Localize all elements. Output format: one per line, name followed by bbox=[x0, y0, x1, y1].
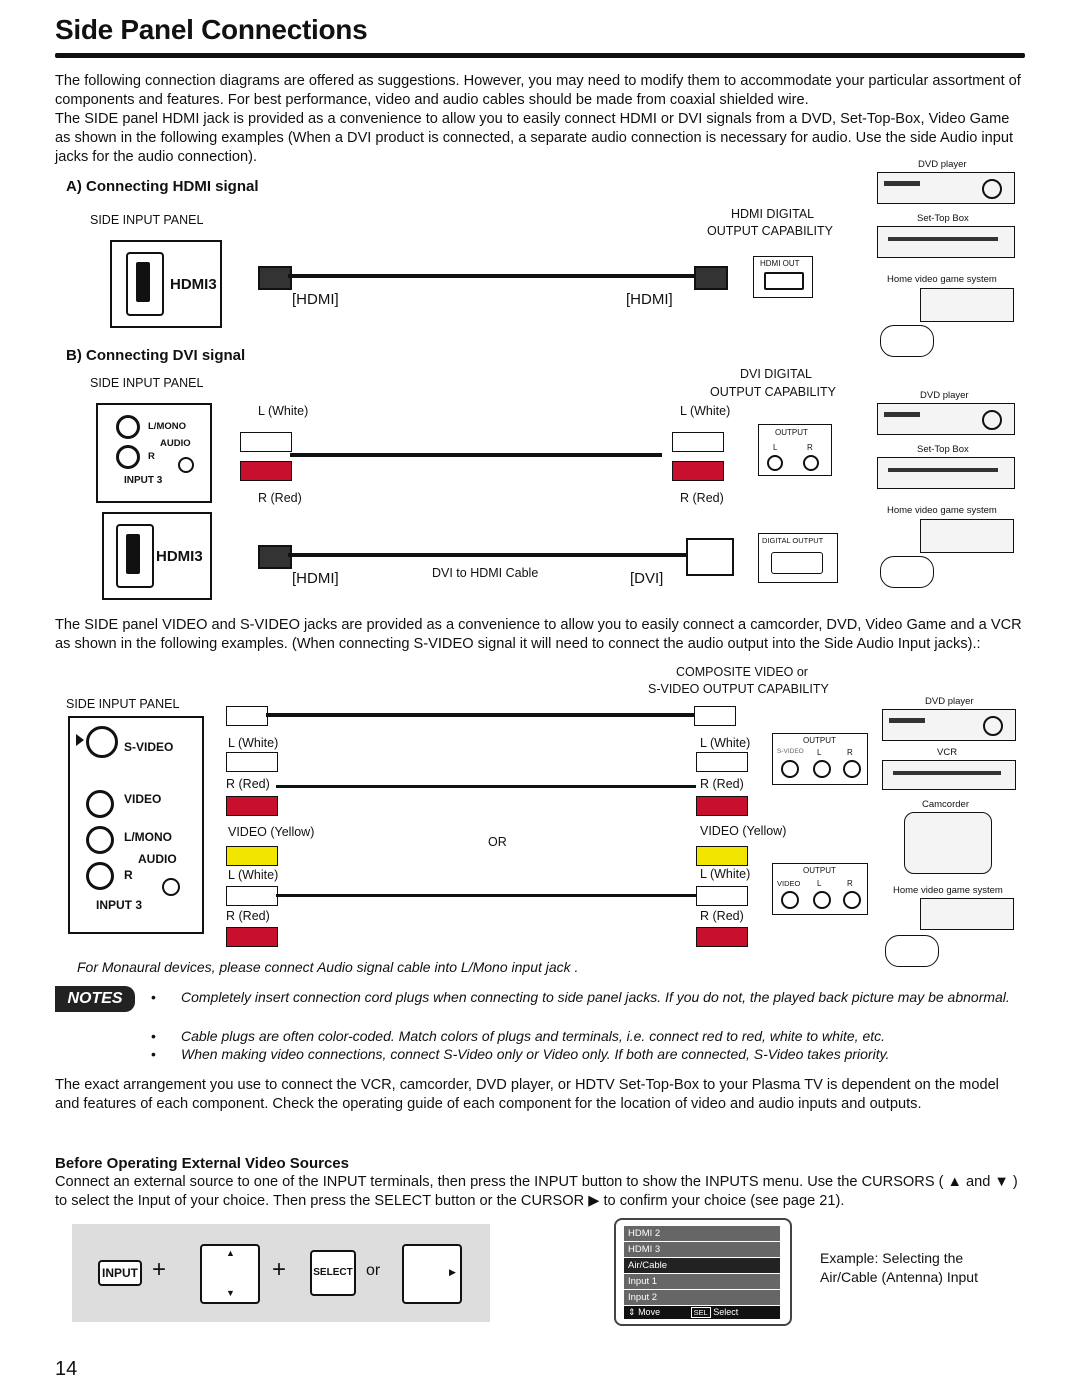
dvi-output-line1: DVI DIGITAL bbox=[740, 367, 813, 381]
gamepad-icon bbox=[880, 325, 934, 357]
menu-move-label: Move bbox=[638, 1307, 661, 1317]
before-operating-text: Connect an external source to one of the INPUT terminals, then press the INPUT button to show the INPUTS menu. Use the CURSORS ( ▲ and ▼ ) to select the Input of your choice. Then press the SELECT button or the CURSOR ▶ to confirm your choice (see page 21). bbox=[55, 1174, 1018, 1209]
dvd-player-device bbox=[877, 172, 1015, 204]
hdmi-right-label: [HDMI] bbox=[626, 291, 673, 308]
yellow-plug-right bbox=[696, 846, 748, 866]
dvi-plug bbox=[686, 538, 734, 576]
dvd-player-device-b bbox=[877, 403, 1015, 435]
menu-item-hdmi3[interactable]: HDMI 3 bbox=[624, 1242, 780, 1257]
section-a-heading: A) Connecting HDMI signal bbox=[66, 178, 259, 195]
note-item-1: Completely insert connection cord plugs when connecting to side panel jacks. If you do not, the played back picture may be abnormal. bbox=[181, 989, 1010, 1005]
menu-item-input2[interactable]: Input 2 bbox=[624, 1290, 780, 1305]
s-video-cable bbox=[266, 713, 694, 717]
c-l-white-right: L (White) bbox=[700, 736, 751, 750]
hdmi3-label: HDMI3 bbox=[170, 276, 217, 293]
c-red-plug-right bbox=[696, 796, 748, 816]
hdmi-output-line1: HDMI DIGITAL bbox=[731, 207, 815, 221]
r-red-right: R (Red) bbox=[680, 491, 724, 505]
plus-2: + bbox=[272, 1256, 287, 1283]
menu-item-input1[interactable]: Input 1 bbox=[624, 1274, 780, 1289]
sel-badge: SEL bbox=[691, 1307, 711, 1318]
bullet-3: • bbox=[151, 1046, 156, 1062]
vcr-label: VCR bbox=[937, 747, 958, 758]
input-key: INPUT bbox=[98, 1260, 142, 1286]
intro-paragraph-1: The following connection diagrams are offered as suggestions. However, you may need to modify them to accommodate your particular assortment of components and features. For best performance, video and audio cables should be made from coaxial shielded wire. bbox=[55, 73, 1021, 108]
composite-output-line1: COMPOSITE VIDEO or bbox=[676, 665, 808, 679]
dvd-player-device-c bbox=[882, 709, 1016, 741]
intro-paragraph-2: The SIDE panel HDMI jack is provided as a convenience to allow you to easily connect HDMI or DVI signals from a DVD, Set-Top-Box, Video Game as shown in the following examples (When a DVI product is connected, a separate audio connection is necessary for audio. Use the side Audio input jacks for the audio connection). bbox=[55, 111, 1014, 165]
l-white-left: L (White) bbox=[258, 404, 309, 418]
vcr-device bbox=[882, 760, 1016, 790]
video-side-panel: S-VIDEO VIDEO L/MONO AUDIO R INPUT 3 bbox=[68, 716, 204, 934]
remote-keys-panel bbox=[72, 1224, 490, 1322]
note-item-2: Cable plugs are often color-coded. Match colors of plugs and terminals, i.e. connect red to red, white to white, etc. bbox=[181, 1028, 886, 1044]
hdmi3-side-panel bbox=[110, 240, 222, 328]
camcorder-label: Camcorder bbox=[922, 799, 969, 810]
example-caption: Example: Selecting the Air/Cable (Antenna) Input bbox=[820, 1250, 978, 1285]
c-r-red-left: R (Red) bbox=[226, 777, 270, 791]
c-l-white-left: L (White) bbox=[228, 736, 279, 750]
c-white-plug-left bbox=[226, 752, 278, 772]
menu-item-air-cable[interactable]: Air/Cable bbox=[624, 1258, 780, 1273]
l-white-right: L (White) bbox=[680, 404, 731, 418]
gamepad-icon-c bbox=[885, 935, 939, 967]
dvd-player-label-b: DVD player bbox=[920, 390, 969, 401]
or-text: or bbox=[366, 1262, 381, 1279]
game-system-label-b: Home video game system bbox=[887, 505, 997, 516]
dvi-right-label: [DVI] bbox=[630, 570, 664, 587]
side-input-panel-label-b: SIDE INPUT PANEL bbox=[90, 376, 204, 390]
set-top-box-label-b: Set-Top Box bbox=[917, 444, 969, 455]
game-system-label-c: Home video game system bbox=[893, 885, 1003, 896]
c2-r-red-right: R (Red) bbox=[700, 909, 744, 923]
audio-side-panel: L/MONO AUDIO R INPUT 3 bbox=[96, 403, 212, 503]
dvi-hdmi-cable bbox=[288, 553, 686, 557]
dvi-cable-label: DVI to HDMI Cable bbox=[432, 566, 539, 580]
or-label: OR bbox=[488, 835, 507, 849]
side-input-panel-label-c: SIDE INPUT PANEL bbox=[66, 697, 180, 711]
game-console-device-c bbox=[920, 898, 1014, 930]
s-video-plug-right bbox=[694, 706, 736, 726]
section-b-heading: B) Connecting DVI signal bbox=[66, 347, 246, 364]
c2-white-plug-right bbox=[696, 886, 748, 906]
dvd-player-label: DVD player bbox=[918, 159, 967, 170]
white-plug-left bbox=[240, 432, 292, 452]
page-title: Side Panel Connections bbox=[55, 14, 368, 45]
hdmi-out-port: HDMI OUT bbox=[753, 256, 813, 298]
move-icon: ⇕ bbox=[628, 1307, 636, 1317]
c2-l-white-right: L (White) bbox=[700, 867, 751, 881]
title-rule bbox=[55, 53, 1025, 58]
notes-badge: NOTES bbox=[55, 986, 135, 1012]
hdmi-output-line2: OUTPUT CAPABILITY bbox=[707, 224, 833, 238]
bullet-1: • bbox=[151, 989, 156, 1005]
video-yellow-right: VIDEO (Yellow) bbox=[700, 824, 787, 838]
dvi-hdmi-left-label: [HDMI] bbox=[292, 570, 339, 587]
cursor-up-down-key bbox=[200, 1244, 260, 1304]
composite-output-port: OUTPUT VIDEO L R bbox=[772, 863, 868, 915]
dvd-player-label-c: DVD player bbox=[925, 696, 974, 707]
hdmi3-side-panel-b bbox=[102, 512, 212, 600]
rca-cable bbox=[290, 453, 662, 457]
note-item-3: When making video connections, connect S-Video only or Video only. If both are connected, S-Video takes priority. bbox=[181, 1046, 890, 1062]
menu-item-hdmi2[interactable]: HDMI 2 bbox=[624, 1226, 780, 1241]
arrangement-paragraph: The exact arrangement you use to connect the VCR, camcorder, DVD player, or HDTV Set-Top-Box to your Plasma TV is dependent on the model and features of each component. Check the operating guide of each component for the location of video and audio inputs and outputs. bbox=[55, 1077, 999, 1112]
game-console-device bbox=[920, 288, 1014, 322]
side-input-panel-label: SIDE INPUT PANEL bbox=[90, 213, 204, 227]
menu-footer bbox=[624, 1306, 780, 1319]
hdmi-cable bbox=[288, 274, 694, 278]
cursor-right-icon: ▶ bbox=[449, 1267, 456, 1277]
s-video-plug-left bbox=[226, 706, 268, 726]
c-r-red-right: R (Red) bbox=[700, 777, 744, 791]
camcorder-device bbox=[904, 812, 992, 874]
game-console-device-b bbox=[920, 519, 1014, 553]
c2-red-plug-left bbox=[226, 927, 278, 947]
hdmi-plug-right bbox=[694, 266, 728, 290]
hdmi-plug-left bbox=[258, 266, 292, 290]
s-video-output-port: OUTPUT S-VIDEO L R bbox=[772, 733, 868, 785]
red-plug-left bbox=[240, 461, 292, 481]
c2-white-plug-left bbox=[226, 886, 278, 906]
gamepad-icon-b bbox=[880, 556, 934, 588]
side-video-paragraph: The SIDE panel VIDEO and S-VIDEO jacks are provided as a convenience to allow you to easily connect a camcorder, DVD, Video Game and a VCR as shown in the following examples. (When connecting S-VIDEO signal it will need to connect the audio output into the Side Audio Input jacks).: bbox=[55, 617, 1022, 652]
c-audio-cable-2 bbox=[276, 894, 696, 897]
cursor-up-icon: ▲ bbox=[226, 1248, 235, 1258]
dvi-output-line2: OUTPUT CAPABILITY bbox=[710, 385, 836, 399]
hdmi-left-label: [HDMI] bbox=[292, 291, 339, 308]
analog-output-port: OUTPUT L R bbox=[758, 424, 832, 476]
cursor-down-icon: ▼ bbox=[226, 1288, 235, 1298]
set-top-box-device-b bbox=[877, 457, 1015, 489]
red-plug-right bbox=[672, 461, 724, 481]
monaural-note: For Monaural devices, please connect Audio signal cable into L/Mono input jack . bbox=[77, 959, 579, 975]
cursor-right-key bbox=[402, 1244, 462, 1304]
composite-output-line2: S-VIDEO OUTPUT CAPABILITY bbox=[648, 682, 829, 696]
c2-red-plug-right bbox=[696, 927, 748, 947]
digital-output-port: DIGITAL OUTPUT bbox=[758, 533, 838, 583]
hdmi-plug-dvi-cable bbox=[258, 545, 292, 569]
plus-1: + bbox=[152, 1256, 167, 1283]
c-audio-cable-1 bbox=[276, 785, 696, 788]
c2-r-red-left: R (Red) bbox=[226, 909, 270, 923]
bullet-2: • bbox=[151, 1028, 156, 1044]
yellow-plug-left bbox=[226, 846, 278, 866]
c-red-plug-left bbox=[226, 796, 278, 816]
select-key: SELECT bbox=[310, 1250, 356, 1296]
set-top-box-device bbox=[877, 226, 1015, 258]
menu-select-label: Select bbox=[713, 1307, 739, 1317]
video-yellow-left: VIDEO (Yellow) bbox=[228, 825, 315, 839]
white-plug-right bbox=[672, 432, 724, 452]
c-white-plug-right bbox=[696, 752, 748, 772]
game-system-label: Home video game system bbox=[887, 274, 997, 285]
c2-l-white-left: L (White) bbox=[228, 868, 279, 882]
set-top-box-label: Set-Top Box bbox=[917, 213, 969, 224]
r-red-left: R (Red) bbox=[258, 491, 302, 505]
before-operating-heading: Before Operating External Video Sources bbox=[55, 1155, 349, 1172]
hdmi3-label-b: HDMI3 bbox=[156, 548, 203, 565]
page-number: 14 bbox=[55, 1358, 78, 1380]
inputs-menu bbox=[614, 1218, 792, 1326]
